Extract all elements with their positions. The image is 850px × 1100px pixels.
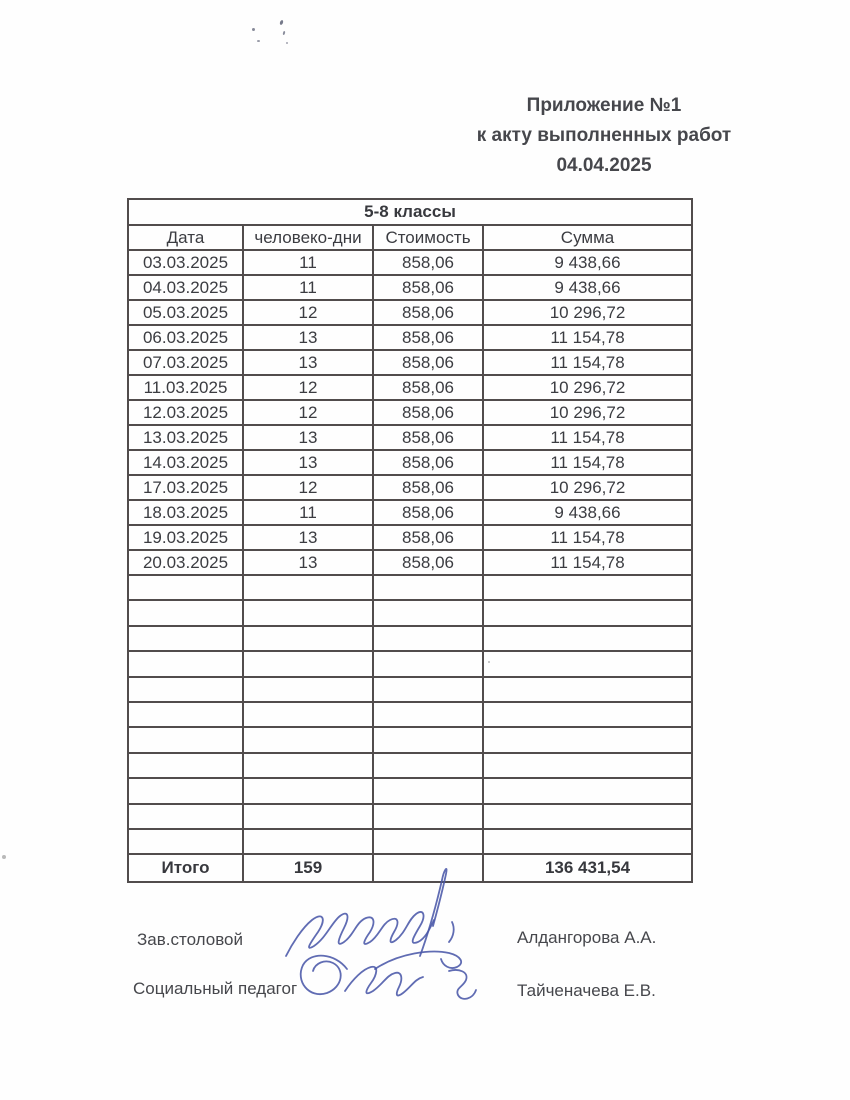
table-cell [128,702,243,727]
table-cell: 13.03.2025 [128,425,243,450]
table-cell [373,778,483,803]
table-cell: 14.03.2025 [128,450,243,475]
table-cell [483,829,692,854]
table-cell [373,575,483,600]
table-cell: 17.03.2025 [128,475,243,500]
empty-table-row [128,575,692,600]
table-cell: 12 [243,300,373,325]
table-cell [243,702,373,727]
table-cell: 05.03.2025 [128,300,243,325]
total-label: Итого [128,854,243,882]
empty-table-row [128,677,692,702]
table-cell: 04.03.2025 [128,275,243,300]
column-header-person-days: человеко-дни [243,225,373,250]
table-row [128,425,692,450]
table-cell [243,778,373,803]
table-cell: 12 [243,375,373,400]
table-cell: 11 154,78 [483,550,692,575]
table-row [128,400,692,425]
scan-speck [279,20,284,26]
table-cell: 858,06 [373,550,483,575]
table-cell: 858,06 [373,300,483,325]
empty-table-row [128,626,692,651]
table-cell: 11.03.2025 [128,375,243,400]
table-cell [373,600,483,625]
column-header-date: Дата [128,225,243,250]
table-cell [373,753,483,778]
table-cell: 12 [243,400,373,425]
table-cell [128,575,243,600]
table-cell: 858,06 [373,425,483,450]
total-person-days: 159 [243,854,373,882]
table-header-row [128,225,692,250]
table-row [128,375,692,400]
table-cell [373,677,483,702]
table-cell: 07.03.2025 [128,350,243,375]
table-cell: 9 438,66 [483,500,692,525]
table-cell: 858,06 [373,250,483,275]
table-cell: 12 [243,475,373,500]
table-cell [243,804,373,829]
document-header [448,91,760,181]
table-cell: 13 [243,325,373,350]
table-cell: 13 [243,550,373,575]
table-row [128,250,692,275]
header-date-line: 04.04.2025 [556,155,652,176]
table-cell: 11 154,78 [483,450,692,475]
table-title: 5-8 классы [128,199,692,225]
empty-table-row [128,702,692,727]
table-cell [483,677,692,702]
table-cell: 19.03.2025 [128,525,243,550]
table-cell [373,804,483,829]
table-cell [128,651,243,676]
table-cell [243,829,373,854]
table-cell [483,727,692,752]
table-title-row [128,199,692,225]
table-cell: 13 [243,425,373,450]
table-cell: 858,06 [373,525,483,550]
table-body [128,250,692,854]
column-header-sum: Сумма [483,225,692,250]
table-cell: 20.03.2025 [128,550,243,575]
table-cell [483,702,692,727]
table-cell: 13 [243,525,373,550]
table-row [128,300,692,325]
table-cell: 11 154,78 [483,325,692,350]
signature-name-taychenacheva: Тайченачева Е.В. [517,981,656,1000]
table-cell: 12.03.2025 [128,400,243,425]
table-cell: 18.03.2025 [128,500,243,525]
table-row [128,350,692,375]
table-cell: 03.03.2025 [128,250,243,275]
table-cell: 11 [243,500,373,525]
column-header-cost: Стоимость [373,225,483,250]
signature-role-canteen-manager: Зав.столовой [137,930,244,949]
table-row [128,525,692,550]
table-cell [243,677,373,702]
table-cell [243,651,373,676]
scan-speck [257,40,260,42]
empty-table-row [128,651,692,676]
table-cell [373,727,483,752]
table-row [128,325,692,350]
table-cell: 10 296,72 [483,475,692,500]
table-cell [128,626,243,651]
table-cell [128,778,243,803]
table-cell: 858,06 [373,275,483,300]
attendance-table [127,198,693,883]
table-cell [243,575,373,600]
table-cell [483,651,692,676]
table-cell [483,804,692,829]
table-cell [483,575,692,600]
table-cell [243,600,373,625]
table-row [128,475,692,500]
table-cell [373,626,483,651]
empty-table-row [128,753,692,778]
table-cell: 10 296,72 [483,400,692,425]
handwritten-signature-taychenacheva [283,943,483,1013]
table-cell: 858,06 [373,325,483,350]
table-cell: 11 [243,250,373,275]
table-cell [128,677,243,702]
table-cell: 11 [243,275,373,300]
table-cell: 858,06 [373,375,483,400]
table-cell: 858,06 [373,475,483,500]
table-cell [128,727,243,752]
table-cell [243,753,373,778]
scan-speck [283,31,286,35]
table-row [128,500,692,525]
table-cell [483,600,692,625]
table-cell: 10 296,72 [483,300,692,325]
table-cell [128,600,243,625]
table-cell: 11 154,78 [483,525,692,550]
signature-name-aldangorova: Алдангорова А.А. [517,928,657,947]
scan-speck [252,28,255,31]
table-cell: 9 438,66 [483,250,692,275]
table-cell [243,626,373,651]
table-cell [373,651,483,676]
table-cell: 9 438,66 [483,275,692,300]
table-cell: 858,06 [373,500,483,525]
table-cell [373,829,483,854]
empty-table-row [128,829,692,854]
table-row [128,275,692,300]
table-cell: 11 154,78 [483,350,692,375]
table-cell: 858,06 [373,450,483,475]
header-appendix-line: Приложение №1 [526,95,682,116]
table-row [128,450,692,475]
table-cell [483,778,692,803]
table-cell: 10 296,72 [483,375,692,400]
table-cell: 858,06 [373,400,483,425]
table-cell: 13 [243,450,373,475]
empty-table-row [128,727,692,752]
table-cell: 11 154,78 [483,425,692,450]
table-cell [483,753,692,778]
table-cell [483,626,692,651]
table-cell: 858,06 [373,350,483,375]
signature-role-social-pedagogue: Социальный педагог [133,979,298,998]
header-act-line: к акту выполненных работ [476,125,732,146]
table-cell: 13 [243,350,373,375]
table-cell [128,753,243,778]
empty-table-row [128,778,692,803]
table-cell [373,702,483,727]
scan-speck [2,855,6,859]
table-row [128,550,692,575]
scan-speck [286,42,288,44]
table-cell: 06.03.2025 [128,325,243,350]
empty-table-row [128,600,692,625]
table-cell [243,727,373,752]
total-sum: 136 431,54 [483,854,692,882]
empty-table-row [128,804,692,829]
table-cell [128,804,243,829]
table-cell [128,829,243,854]
